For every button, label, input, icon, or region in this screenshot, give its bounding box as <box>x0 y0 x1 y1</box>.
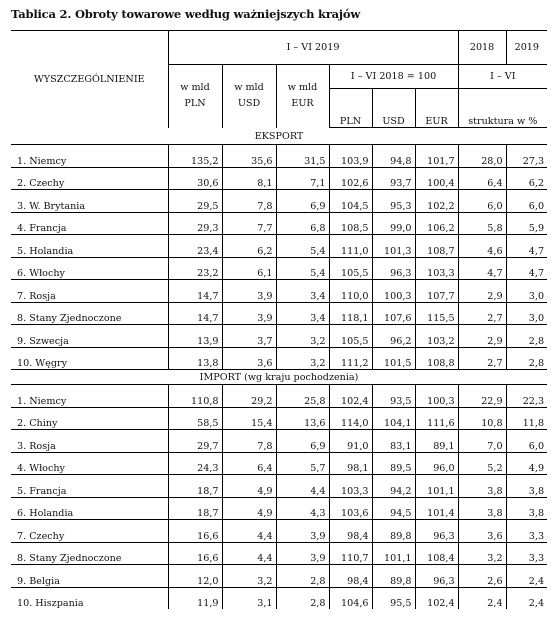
pln-header <box>168 65 222 128</box>
value-cell: 13,6 <box>276 407 329 430</box>
value-cell: 6,2 <box>222 235 276 258</box>
value-cell: 110,8 <box>168 385 222 408</box>
value-cell: 35,6 <box>222 145 276 168</box>
value-cell: 4,9 <box>222 497 276 520</box>
table-row <box>11 565 547 588</box>
value-cell: 3,8 <box>506 475 547 498</box>
value-cell: 96,3 <box>415 565 458 588</box>
value-cell: 58,5 <box>168 407 222 430</box>
value-cell: 6,9 <box>276 190 329 213</box>
country-cell: 3. W. Brytania <box>11 190 168 213</box>
table-row <box>11 145 547 168</box>
country-cell: 10. Hiszpania <box>17 598 84 609</box>
value-cell: 110,7 <box>329 542 372 565</box>
value-cell: 11,8 <box>506 407 547 430</box>
value-cell: 104,5 <box>329 190 372 213</box>
value-cell: 108,4 <box>415 542 458 565</box>
value-cell: 98,4 <box>329 520 372 543</box>
value-cell: 29,5 <box>168 190 222 213</box>
table-row <box>11 190 547 213</box>
value-cell: 25,8 <box>276 385 329 408</box>
value-cell: 4,4 <box>222 542 276 565</box>
country-cell: 7. Czechy <box>11 520 168 543</box>
country-cell: 10. Węgry <box>11 347 168 370</box>
value-cell: 105,5 <box>329 325 372 348</box>
table-row <box>11 325 547 348</box>
value-cell: 95,5 <box>372 587 415 609</box>
table-row <box>11 520 547 543</box>
eur-header-line2: EUR <box>291 98 314 110</box>
value-cell: 3,8 <box>506 497 547 520</box>
value-cell: 3,2 <box>276 347 329 370</box>
value-cell: 6,0 <box>458 190 506 213</box>
value-cell: 2,9 <box>458 280 506 303</box>
section-label: IMPORT (wg kraju pochodzenia) <box>11 370 547 385</box>
value-cell: 3,2 <box>276 325 329 348</box>
stub-header <box>11 31 168 128</box>
value-cell: 104,6 <box>329 587 372 609</box>
value-cell: 3,0 <box>506 302 547 325</box>
value-cell: 18,7 <box>168 475 222 498</box>
value-cell: 4,9 <box>222 475 276 498</box>
value-cell: 16,6 <box>168 520 222 543</box>
table-row <box>11 167 547 190</box>
structure-header: struktura w % <box>458 89 547 128</box>
value-cell: 106,2 <box>415 212 458 235</box>
table-row <box>11 475 547 498</box>
country-cell: 4. Francja <box>11 212 168 235</box>
value-cell: 100,4 <box>415 167 458 190</box>
value-cell: 111,6 <box>415 407 458 430</box>
value-cell: 89,8 <box>372 565 415 588</box>
value-cell: 8,1 <box>222 167 276 190</box>
value-cell: 29,7 <box>168 430 222 453</box>
value-cell: 101,3 <box>372 235 415 258</box>
country-cell: 1. Niemcy <box>11 385 168 408</box>
table-row <box>11 452 547 475</box>
value-cell: 7,8 <box>222 430 276 453</box>
table-row <box>11 257 547 280</box>
value-cell: 101,1 <box>372 542 415 565</box>
value-cell: 3,8 <box>458 475 506 498</box>
value-cell: 103,2 <box>415 325 458 348</box>
value-cell: 3,9 <box>222 280 276 303</box>
table-row <box>11 542 547 565</box>
value-cell: 3,8 <box>458 497 506 520</box>
value-cell: 93,7 <box>372 167 415 190</box>
value-cell: 6,4 <box>458 167 506 190</box>
value-cell: 99,0 <box>372 212 415 235</box>
value-cell: 4,7 <box>458 257 506 280</box>
value-cell: 83,1 <box>372 430 415 453</box>
value-cell: 2,4 <box>506 587 547 609</box>
value-cell: 3,7 <box>222 325 276 348</box>
value-cell: 3,4 <box>276 280 329 303</box>
value-cell: 104,1 <box>372 407 415 430</box>
value-cell: 107,6 <box>372 302 415 325</box>
country-cell: 4. Włochy <box>11 452 168 475</box>
value-cell: 3,9 <box>276 520 329 543</box>
section-label: EKSPORT <box>11 128 547 145</box>
value-cell: 2,7 <box>458 302 506 325</box>
country-cell: 5. Francja <box>11 475 168 498</box>
trade-table <box>11 30 547 609</box>
value-cell: 6,2 <box>506 167 547 190</box>
value-cell: 2,8 <box>276 565 329 588</box>
value-cell: 5,4 <box>276 257 329 280</box>
table-row <box>11 407 547 430</box>
value-cell: 111,2 <box>329 347 372 370</box>
value-cell: 29,3 <box>168 212 222 235</box>
value-cell: 89,5 <box>372 452 415 475</box>
value-cell: 6,0 <box>506 190 547 213</box>
value-cell: 6,0 <box>506 430 547 453</box>
value-cell: 111,0 <box>329 235 372 258</box>
value-cell: 14,7 <box>168 302 222 325</box>
value-cell: 5,8 <box>458 212 506 235</box>
value-cell: 98,4 <box>329 565 372 588</box>
value-cell: 3,1 <box>222 587 276 609</box>
value-cell: 2,8 <box>506 325 547 348</box>
value-cell: 96,0 <box>415 452 458 475</box>
value-cell: 29,2 <box>222 385 276 408</box>
value-cell: 12,0 <box>168 565 222 588</box>
value-cell: 89,1 <box>415 430 458 453</box>
country-cell: 6. Holandia <box>11 497 168 520</box>
value-cell: 4,3 <box>276 497 329 520</box>
value-cell: 107,7 <box>415 280 458 303</box>
value-cell: 3,4 <box>276 302 329 325</box>
value-cell: 98,1 <box>329 452 372 475</box>
value-cell: 89,8 <box>372 520 415 543</box>
period-short-header: I – VI <box>458 65 547 89</box>
value-cell: 30,6 <box>168 167 222 190</box>
table-row <box>11 212 547 235</box>
value-cell: 3,6 <box>222 347 276 370</box>
value-cell: 94,2 <box>372 475 415 498</box>
value-cell: 2,7 <box>458 347 506 370</box>
section-header-row <box>11 370 547 385</box>
value-cell: 6,4 <box>222 452 276 475</box>
table-row <box>11 587 547 609</box>
value-cell: 3,3 <box>506 542 547 565</box>
value-cell: 18,7 <box>168 497 222 520</box>
country-cell: 3. Rosja <box>11 430 168 453</box>
value-cell: 108,5 <box>329 212 372 235</box>
country-cell: 5. Holandia <box>11 235 168 258</box>
value-cell: 3,3 <box>506 520 547 543</box>
value-cell: 93,5 <box>372 385 415 408</box>
value-cell: 105,5 <box>329 257 372 280</box>
value-cell: 6,9 <box>276 430 329 453</box>
country-cell: 8. Stany Zjednoczone <box>11 302 168 325</box>
value-cell: 91,0 <box>329 430 372 453</box>
value-cell: 94,5 <box>372 497 415 520</box>
usd-header-line2: USD <box>237 98 261 110</box>
value-cell: 103,3 <box>329 475 372 498</box>
section-header-row <box>11 128 547 145</box>
value-cell: 3,6 <box>458 520 506 543</box>
value-cell: 108,8 <box>415 347 458 370</box>
value-cell: 7,1 <box>276 167 329 190</box>
eur-header-line1: w mld <box>287 82 318 94</box>
table-row <box>11 385 547 408</box>
value-cell: 101,5 <box>372 347 415 370</box>
value-cell: 102,6 <box>329 167 372 190</box>
value-cell: 13,8 <box>168 347 222 370</box>
value-cell: 108,7 <box>415 235 458 258</box>
value-cell: 101,7 <box>415 145 458 168</box>
value-cell: 31,5 <box>276 145 329 168</box>
country-cell: 8. Stany Zjednoczone <box>11 542 168 565</box>
value-cell: 5,4 <box>276 235 329 258</box>
value-cell: 96,3 <box>372 257 415 280</box>
value-cell: 100,3 <box>372 280 415 303</box>
index-eur-header: EUR <box>415 89 458 128</box>
value-cell: 135,2 <box>168 145 222 168</box>
index-header: I – VI 2018 = 100 <box>329 65 458 89</box>
value-cell: 3,2 <box>222 565 276 588</box>
value-cell: 2,4 <box>458 587 506 609</box>
country-cell: 1. Niemcy <box>11 145 168 168</box>
value-cell: 10,8 <box>458 407 506 430</box>
country-cell: 6. Włochy <box>11 257 168 280</box>
period-2019-header: I – VI 2019 <box>168 31 458 65</box>
value-cell: 2,9 <box>458 325 506 348</box>
value-cell: 27,3 <box>506 145 547 168</box>
value-cell: 115,5 <box>415 302 458 325</box>
value-cell: 102,4 <box>329 385 372 408</box>
value-cell: 22,3 <box>506 385 547 408</box>
table-body <box>11 128 547 610</box>
value-cell: 4,4 <box>222 520 276 543</box>
value-cell: 6,8 <box>276 212 329 235</box>
value-cell: 3,0 <box>506 280 547 303</box>
value-cell: 102,4 <box>415 587 458 609</box>
value-cell: 114,0 <box>329 407 372 430</box>
index-usd-header: USD <box>372 89 415 128</box>
value-cell: 101,1 <box>415 475 458 498</box>
value-cell: 96,2 <box>372 325 415 348</box>
year-2019-header: 2019 <box>506 31 547 65</box>
value-cell: 13,9 <box>168 325 222 348</box>
value-cell: 7,7 <box>222 212 276 235</box>
value-cell: 2,6 <box>458 565 506 588</box>
value-cell: 94,8 <box>372 145 415 168</box>
value-cell: 7,0 <box>458 430 506 453</box>
table-row <box>11 235 547 258</box>
value-cell: 5,9 <box>506 212 547 235</box>
value-cell: 7,8 <box>222 190 276 213</box>
value-cell: 4,7 <box>506 257 547 280</box>
value-cell: 2,8 <box>276 587 329 609</box>
country-cell: 9. Belgia <box>11 565 168 588</box>
value-cell: 2,8 <box>506 347 547 370</box>
value-cell: 100,3 <box>415 385 458 408</box>
value-cell: 5,2 <box>458 452 506 475</box>
value-cell: 3,9 <box>222 302 276 325</box>
value-cell: 22,9 <box>458 385 506 408</box>
value-cell: 2,4 <box>506 565 547 588</box>
usd-header-line1: w mld <box>234 82 264 94</box>
eur-header <box>276 65 329 128</box>
pln-header-line1: w mld <box>180 82 210 94</box>
country-cell: 9. Szwecja <box>11 325 168 348</box>
value-cell: 118,1 <box>329 302 372 325</box>
value-cell: 96,3 <box>415 520 458 543</box>
table-title: Tablica 2. Obroty towarowe według ważniejszych krajów <box>11 7 361 21</box>
value-cell: 6,1 <box>222 257 276 280</box>
value-cell: 15,4 <box>222 407 276 430</box>
value-cell: 3,2 <box>458 542 506 565</box>
pln-header-line2: PLN <box>184 98 206 110</box>
value-cell: 11,9 <box>168 587 222 609</box>
value-cell: 110,0 <box>329 280 372 303</box>
country-cell: 2. Chiny <box>11 407 168 430</box>
value-cell: 14,7 <box>168 280 222 303</box>
table-row <box>11 430 547 453</box>
stub-header-label: WYSZCZEGÓLNIENIE <box>33 73 145 85</box>
value-cell: 4,9 <box>506 452 547 475</box>
year-2018-header: 2018 <box>458 31 506 65</box>
value-cell: 103,6 <box>329 497 372 520</box>
value-cell: 4,6 <box>458 235 506 258</box>
value-cell: 16,6 <box>168 542 222 565</box>
value-cell: 103,9 <box>329 145 372 168</box>
table-row <box>11 497 547 520</box>
value-cell: 28,0 <box>458 145 506 168</box>
value-cell: 23,4 <box>168 235 222 258</box>
value-cell: 101,4 <box>415 497 458 520</box>
country-cell: 7. Rosja <box>11 280 168 303</box>
value-cell: 95,3 <box>372 190 415 213</box>
value-cell: 103,3 <box>415 257 458 280</box>
index-pln-header: PLN <box>329 89 372 128</box>
value-cell: 5,7 <box>276 452 329 475</box>
value-cell: 4,4 <box>276 475 329 498</box>
table-row <box>11 302 547 325</box>
country-cell: 2. Czechy <box>11 167 168 190</box>
table-row <box>11 347 547 370</box>
value-cell: 4,7 <box>506 235 547 258</box>
table-row <box>11 280 547 303</box>
value-cell: 24,3 <box>168 452 222 475</box>
usd-header <box>222 65 276 128</box>
value-cell: 23,2 <box>168 257 222 280</box>
value-cell: 102,2 <box>415 190 458 213</box>
value-cell: 3,9 <box>276 542 329 565</box>
